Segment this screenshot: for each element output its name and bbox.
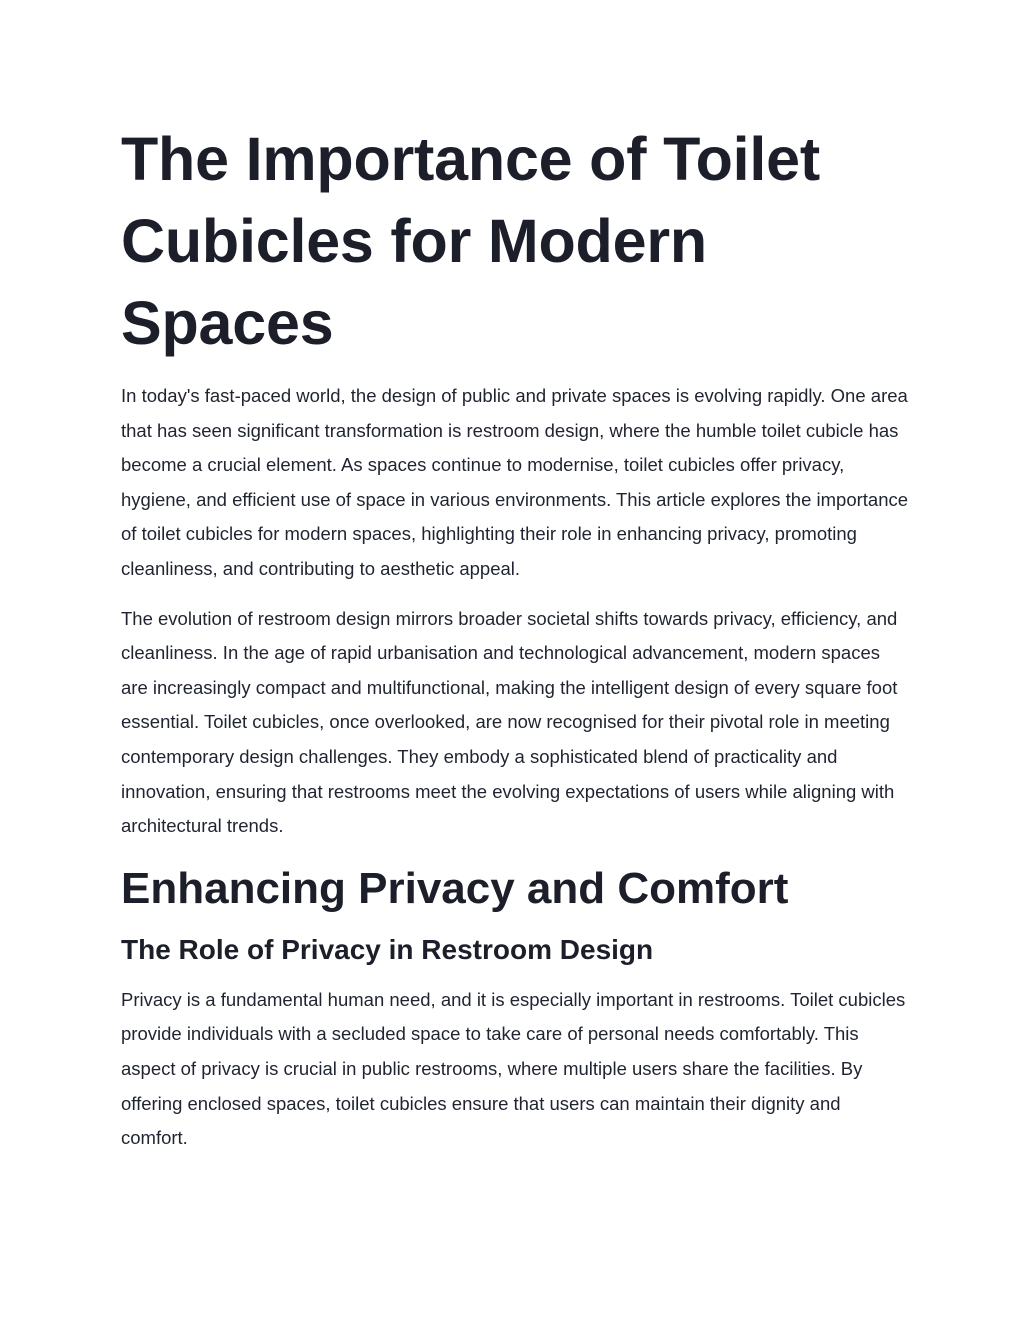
section-heading: Enhancing Privacy and Comfort — [121, 863, 789, 913]
subsection-heading: The Role of Privacy in Restroom Design — [121, 933, 654, 965]
article — [121, 118, 911, 1156]
subsection-paragraph: Privacy is a fundamental human need, and it is especially important in restrooms. Toilet cubicles provide individuals with a secluded space to take care of personal needs comfortably. This aspect of privacy is crucial in public restrooms, where multiple users share the facilities. By offering enclosed spaces, toilet cubicles ensure that users can maintain their dignity and comfort. — [121, 988, 906, 1149]
article-title: The Importance of Toilet Cubicles for Modern Spaces — [121, 125, 820, 357]
intro-paragraph: The evolution of restroom design mirrors broader societal shifts towards privacy, efficiency, and cleanliness. In the age of rapid urbanisation and technological advancement, modern spaces are increasingly compact and multifunctional, making the intelligent design of every square foot essential. Toilet cubicles, once overlooked, are now recognised for their pivotal role in meeting contemporary design challenges. They embody a sophisticated blend of practicality and innovation, ensuring that restrooms meet the evolving expectations of users while aligning with architectural trends. — [121, 607, 898, 837]
intro-paragraph: In today's fast-paced world, the design of public and private spaces is evolving rapidly. One area that has seen significant transformation is restroom design, where the humble toilet cubicle has become a crucial element. As spaces continue to modernise, toilet cubicles offer privacy, hygiene, and efficient use of space in various environments. This article explores the importance of toilet cubicles for modern spaces, highlighting their role in enhancing privacy, promoting cleanliness, and contributing to aesthetic appeal. — [121, 385, 909, 579]
